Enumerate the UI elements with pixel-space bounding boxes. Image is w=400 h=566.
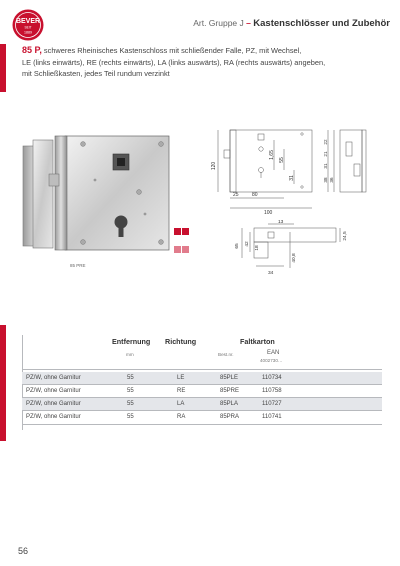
table-header-rule — [22, 369, 382, 370]
row-richtung: RA — [177, 414, 186, 420]
dim-side-36: 36 — [329, 177, 334, 183]
description-line-3: mit Schließkasten, jedes Teil rundum verzinkt — [22, 69, 170, 78]
column-header-richtung: Richtung — [165, 337, 197, 346]
technical-drawing-top — [228, 218, 348, 282]
door-direction-icons — [174, 222, 190, 258]
column-sub-ean: EAN — [267, 350, 280, 356]
dim-top-34: 34 — [268, 271, 274, 276]
lock-right-icon — [182, 228, 189, 235]
dim-55: 55 — [279, 157, 285, 163]
technical-drawing-front — [200, 122, 320, 218]
row-entfernung: 55 — [127, 375, 134, 381]
door-left-icon — [174, 246, 181, 253]
dim-25: 25 — [233, 192, 239, 198]
product-description — [22, 45, 382, 80]
column-sub-ean-prefix: 4002730… — [260, 358, 283, 363]
dim-side-31: 31 — [323, 163, 328, 169]
dim-side-38: 38 — [323, 177, 328, 183]
table-row — [22, 398, 382, 410]
logo-sub: SEIT — [24, 25, 32, 30]
row-desc: PZ/W, ohne Garnitur — [26, 388, 81, 394]
row-desc: PZ/W, ohne Garnitur — [26, 414, 81, 420]
row-best-nr: 85PLA — [220, 401, 239, 407]
dim-top-408: 40,8 — [292, 253, 297, 263]
dim-side-22: 22 — [323, 139, 328, 145]
column-header-entfernung: Entfernung — [112, 337, 151, 346]
dim-top-13: 13 — [278, 220, 284, 225]
row-entfernung: 55 — [127, 414, 134, 420]
dim-100: 100 — [264, 210, 273, 216]
row-best-nr: 85PLE — [220, 375, 239, 381]
header-title: Kastenschlösser und Zubehör — [253, 18, 390, 29]
dim-top-65: 65 — [235, 243, 240, 249]
product-code: 85 P, — [22, 45, 42, 55]
row-entfernung: 55 — [127, 401, 134, 407]
row-richtung: LA — [177, 401, 185, 407]
table-row — [22, 372, 382, 384]
row-ean: 110727 — [262, 401, 282, 407]
column-sub-best-nr: Best.nr. — [218, 352, 234, 357]
logo-text: BEVER — [15, 18, 41, 25]
accent-bar-bottom — [0, 325, 6, 441]
accent-bar-top — [0, 44, 6, 92]
description-line-2: LE (links einwärts), RE (rechts einwärts), LA (links auswärts), RA (rechts auswärts) angeben, — [22, 57, 326, 67]
row-richtung: LE — [177, 375, 185, 381]
row-desc: PZ/W, ohne Garnitur — [26, 401, 81, 407]
row-best-nr: 85PRA — [220, 414, 240, 420]
photo-caption: 85 PRE — [70, 263, 86, 268]
row-richtung: RE — [177, 388, 186, 394]
page-header — [150, 18, 390, 29]
dim-top-245: 24,5 — [343, 231, 348, 241]
header-group-letter: J — [239, 18, 244, 28]
bever-logo — [12, 9, 44, 41]
header-prefix: Art. Gruppe — [193, 18, 238, 28]
dim-top-18: 18 — [255, 245, 260, 251]
product-photo — [21, 132, 171, 254]
row-ean: 110741 — [262, 414, 282, 420]
dim-top-42: 42 — [245, 241, 250, 247]
row-ean: 110758 — [262, 388, 282, 394]
dim-side-21: 21 — [323, 151, 328, 157]
logo-year: 1889 — [24, 30, 32, 35]
dim-165: 1,65 — [269, 150, 275, 160]
dim-front-height: 120 — [211, 161, 217, 171]
dim-80: 80 — [252, 192, 258, 198]
door-right-icon — [182, 246, 189, 253]
table-row — [22, 411, 382, 423]
column-header-faltkarton: Faltkarton — [240, 337, 275, 346]
page-number: 56 — [18, 546, 29, 556]
row-desc: PZ/W, ohne Garnitur — [26, 375, 81, 381]
header-separator: – — [246, 18, 251, 28]
lock-left-icon — [174, 228, 181, 235]
product-table — [22, 335, 382, 435]
row-entfernung: 55 — [127, 388, 134, 394]
dim-31: 31 — [289, 175, 295, 181]
column-sub-mm: mm — [126, 352, 134, 357]
description-line-1: schweres Rheinisches Kastenschloss mit schließender Falle, PZ, mit Wechsel, — [43, 46, 302, 55]
table-row — [22, 385, 382, 397]
row-best-nr: 85PRE — [220, 388, 240, 394]
table-bottom-rule — [22, 424, 382, 425]
row-ean: 110734 — [262, 375, 282, 381]
technical-drawing-side — [322, 124, 382, 198]
